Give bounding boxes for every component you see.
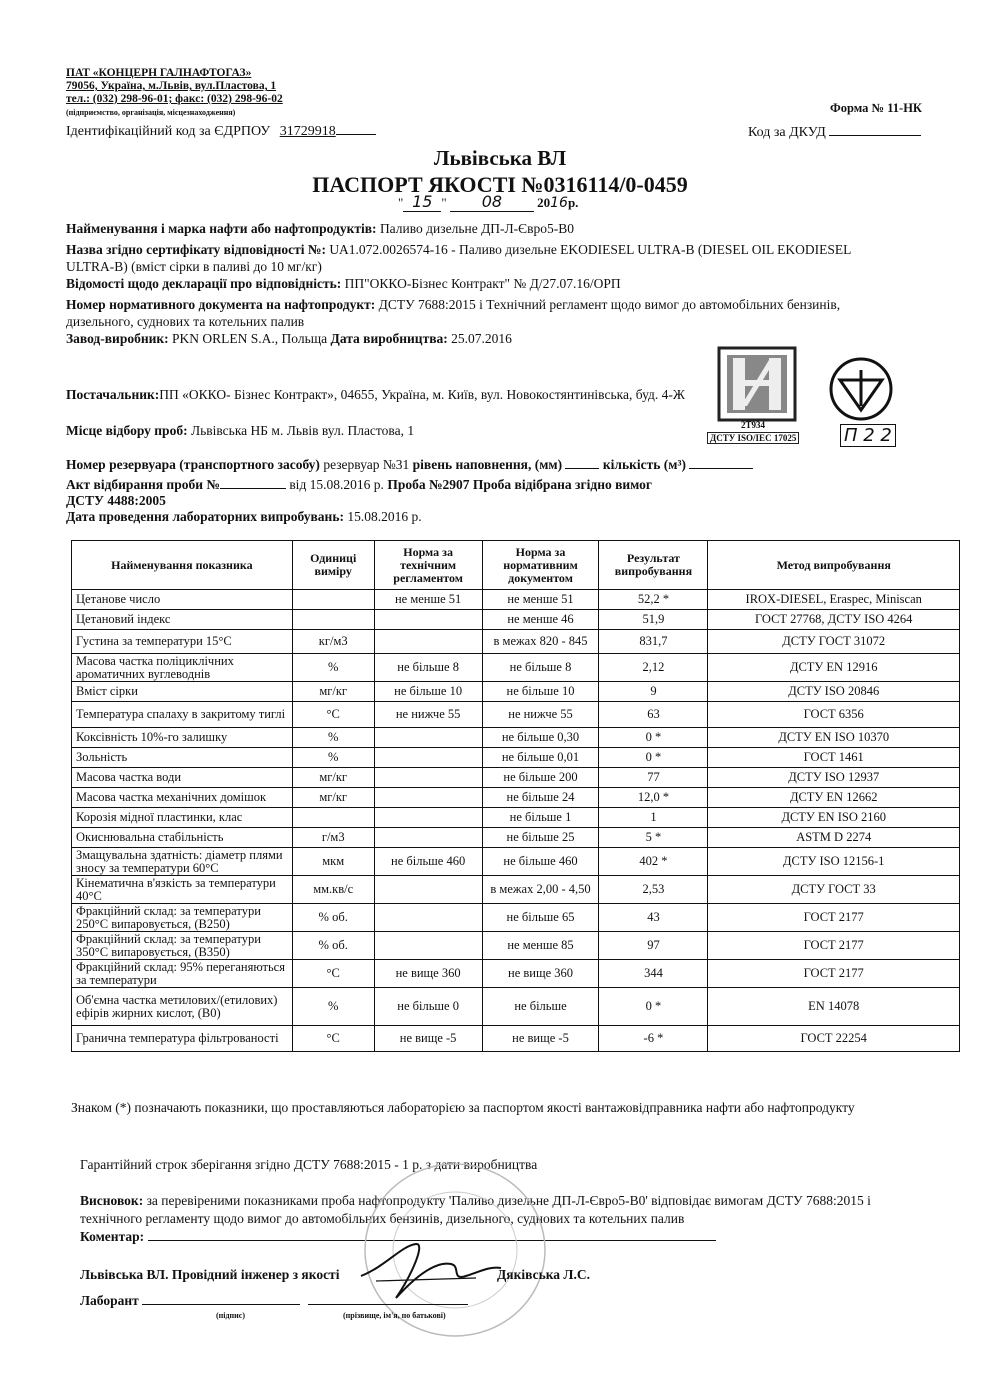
cell-unit: мг/кг xyxy=(292,768,374,788)
cert-value: UA1.072.0026574-16 - Паливо дизельне EKODIESEL ULTRA-B (DIESEL OIL EKODIESEL xyxy=(329,242,852,257)
cell-unit: кг/м3 xyxy=(292,630,374,654)
cert-line-2: ULTRA-B) (вміст сірки в паливі до 10 мг/кг) xyxy=(66,259,322,274)
cell-indicator: Фракційний склад: 95% переганяються за температури xyxy=(72,960,293,988)
tank-line xyxy=(66,456,753,473)
cell-unit: °С xyxy=(292,960,374,988)
sampling-value: Львівська НБ м. Львів вул. Пластова, 1 xyxy=(190,423,415,438)
product-line xyxy=(66,220,574,237)
org-phones: тел.: (032) 298-96-01; факс: (032) 298-96-02 xyxy=(66,93,283,105)
cell-method: ДСТУ ISO 12937 xyxy=(708,768,960,788)
form-number: Форма № 11-НК xyxy=(830,101,922,115)
product-value: Паливо дизельне ДП-Л-Євро5-В0 xyxy=(379,221,574,236)
cell-method: ДСТУ EN ISO 2160 xyxy=(708,808,960,828)
table-row xyxy=(72,682,960,702)
dkud-line xyxy=(748,124,921,141)
header-result: Результат випробування xyxy=(599,541,708,590)
supplier-label: Постачальник: xyxy=(66,387,160,402)
plant-line xyxy=(66,330,512,347)
cell-indicator: Вміст сірки xyxy=(72,682,293,702)
cell-norm-document: не вище -5 xyxy=(482,1026,599,1052)
cell-indicator: Фракційний склад: за температури 250°С випаровується, (В250) xyxy=(72,904,293,932)
cell-norm-document: не менше 51 xyxy=(482,590,599,610)
table-row xyxy=(72,748,960,768)
table-row xyxy=(72,590,960,610)
cell-unit: мм.кв/с xyxy=(292,876,374,904)
cell-indicator: Фракційний склад: за температури 350°С випаровується, (В350) xyxy=(72,932,293,960)
cell-method: ГОСТ 27768, ДСТУ ISO 4264 xyxy=(708,610,960,630)
cell-result: 2,53 xyxy=(599,876,708,904)
table-row xyxy=(72,768,960,788)
conclusion-line-2: технічного регламенту щодо вимог до автомобільних бензинів, дизельного, суднових та котельних палив xyxy=(80,1211,685,1226)
cell-norm-document: не більше 0,30 xyxy=(482,728,599,748)
cell-indicator: Зольність xyxy=(72,748,293,768)
sample-standard: ДСТУ 4488:2005 xyxy=(66,493,166,508)
conclusion-label: Висновок: xyxy=(80,1193,144,1208)
product-label: Найменування і марка нафти або нафтопродуктів: xyxy=(66,221,377,236)
table-row xyxy=(72,630,960,654)
conformity-mark-text: П 2 2 xyxy=(840,424,896,447)
cell-result: 5 * xyxy=(599,828,708,848)
passport-date: " 15 " 08 2016р. xyxy=(398,192,579,211)
cell-norm-regulation xyxy=(374,728,482,748)
comment-label: Коментар: xyxy=(80,1229,145,1244)
cell-norm-document: в межах 820 - 845 xyxy=(482,630,599,654)
cert-line xyxy=(66,241,851,258)
cell-method: ДСТУ EN ISO 10370 xyxy=(708,728,960,748)
engineer-name: Дяківська Л.С. xyxy=(497,1267,590,1282)
cert-label: Назва згідно сертифікату відповідності №: xyxy=(66,242,326,257)
cell-result: 344 xyxy=(599,960,708,988)
cell-result: 0 * xyxy=(599,748,708,768)
cell-method: ГОСТ 1461 xyxy=(708,748,960,768)
laborant-label: Лаборант xyxy=(80,1293,139,1308)
cell-method: ГОСТ 6356 xyxy=(708,702,960,728)
normdoc-line xyxy=(66,296,840,313)
cell-norm-document: в межах 2,00 - 4,50 xyxy=(482,876,599,904)
table-row xyxy=(72,808,960,828)
date-month: 08 xyxy=(450,192,534,212)
quantity-label: кількість (м³) xyxy=(602,457,686,472)
cell-indicator: Температура спалаху в закритому тиглі xyxy=(72,702,293,728)
table-row xyxy=(72,960,960,988)
cell-indicator: Корозія мідної пластинки, клас xyxy=(72,808,293,828)
sample-taken: Проба відібрана згідно вимог xyxy=(472,477,653,492)
cell-norm-document: не менше 46 xyxy=(482,610,599,630)
declaration-line xyxy=(66,275,621,292)
cell-unit: г/м3 xyxy=(292,828,374,848)
cell-method: ДСТУ EN 12916 xyxy=(708,654,960,682)
table-row xyxy=(72,1026,960,1052)
cell-norm-regulation: не більше 0 xyxy=(374,988,482,1026)
laborant-line xyxy=(80,1292,468,1309)
accreditation-stamp xyxy=(705,346,809,446)
table-row xyxy=(72,702,960,728)
cell-method: ДСТУ ГОСТ 33 xyxy=(708,876,960,904)
cell-norm-document: не більше 25 xyxy=(482,828,599,848)
table-row xyxy=(72,848,960,876)
cell-norm-document: не більше 24 xyxy=(482,788,599,808)
cell-unit xyxy=(292,590,374,610)
cell-result: 77 xyxy=(599,768,708,788)
cell-unit: мг/кг xyxy=(292,788,374,808)
cell-unit: % xyxy=(292,988,374,1026)
cell-norm-document: не більше 460 xyxy=(482,848,599,876)
cell-result: 97 xyxy=(599,932,708,960)
cell-norm-regulation xyxy=(374,904,482,932)
cell-indicator: Кінематична в'язкість за температури 40°С xyxy=(72,876,293,904)
table-row xyxy=(72,876,960,904)
plant-label: Завод-виробник: xyxy=(66,331,169,346)
cell-result: 51,9 xyxy=(599,610,708,630)
cell-indicator: Масова частка води xyxy=(72,768,293,788)
act-label: Акт відбирання проби № xyxy=(66,477,220,492)
cell-method: IROX-DIESEL, Eraspec, Miniscan xyxy=(708,590,960,610)
cell-method: ASTM D 2274 xyxy=(708,828,960,848)
stamp-std: ДСТУ ISO/IEC 17025 xyxy=(707,432,799,444)
table-row xyxy=(72,904,960,932)
cell-method: ДСТУ ISO 12156-1 xyxy=(708,848,960,876)
cell-method: ГОСТ 2177 xyxy=(708,932,960,960)
table-row xyxy=(72,988,960,1026)
cell-unit: % xyxy=(292,728,374,748)
table-row xyxy=(72,828,960,848)
supplier-line xyxy=(66,386,685,403)
edrpou-value: 31729918 xyxy=(279,124,336,139)
cell-unit: % об. xyxy=(292,932,374,960)
proddate-value: 25.07.2016 xyxy=(451,331,512,346)
cell-norm-document: не більше 200 xyxy=(482,768,599,788)
cell-unit: °С xyxy=(292,1026,374,1052)
tank-value: резервуар №31 xyxy=(323,457,410,472)
cell-result: 0 * xyxy=(599,988,708,1026)
cell-method: ГОСТ 2177 xyxy=(708,960,960,988)
passport-title: ПАСПОРТ ЯКОСТІ №0316114/0-0459 xyxy=(312,172,688,197)
normdoc-line-2: дизельного, суднових та котельних палив xyxy=(66,314,305,329)
cell-result: 12,0 * xyxy=(599,788,708,808)
cell-indicator: Змащувальна здатність: діаметр плями зносу за температури 60°С xyxy=(72,848,293,876)
table-row xyxy=(72,654,960,682)
accreditation-logo-icon xyxy=(705,346,809,446)
test-date-line xyxy=(66,508,422,525)
conclusion-value: за перевіреними показниками проба нафтопродукту 'Паливо дизельне ДП-Л-Євро5-В0' відповідає вимогам ДСТУ 7688:2015 і xyxy=(146,1193,871,1208)
cell-method: ДСТУ ГОСТ 31072 xyxy=(708,630,960,654)
cell-norm-regulation xyxy=(374,610,482,630)
cell-norm-document: не більше 10 xyxy=(482,682,599,702)
cell-norm-document: не більше 0,01 xyxy=(482,748,599,768)
cell-norm-regulation: не більше 460 xyxy=(374,848,482,876)
table-body xyxy=(72,590,960,1052)
cell-norm-regulation xyxy=(374,932,482,960)
cell-indicator: Гранична температура фільтрованості xyxy=(72,1026,293,1052)
sampling-label: Місце відбору проб: xyxy=(66,423,188,438)
proddate-label: Дата виробництва: xyxy=(330,331,448,346)
cell-unit xyxy=(292,610,374,630)
org-address: 79056, Україна, м.Львів, вул.Пластова, 1 xyxy=(66,80,277,92)
declaration-label: Відомості щодо декларації про відповідність: xyxy=(66,276,342,291)
cell-result: 43 xyxy=(599,904,708,932)
test-date-value: 15.08.2016 р. xyxy=(347,509,422,524)
cell-norm-document: не більше 1 xyxy=(482,808,599,828)
cell-norm-document: не більше xyxy=(482,988,599,1026)
supplier-value: ПП «ОККО- Бізнес Контракт», 04655, Україна, м. Київ, вул. Новокостянтинівська, буд. 4-Ж xyxy=(159,387,685,402)
cell-indicator: Окиснювальна стабільність xyxy=(72,828,293,848)
cell-method: ДСТУ ISO 20846 xyxy=(708,682,960,702)
cell-method: ДСТУ EN 12662 xyxy=(708,788,960,808)
cell-result: 52,2 * xyxy=(599,590,708,610)
cell-norm-regulation xyxy=(374,630,482,654)
org-note: (підприємство, організація, місцезнаходження) xyxy=(66,108,236,117)
edrpou-label: Ідентифікаційний код за ЄДРПОУ xyxy=(66,124,271,139)
cell-result: 9 xyxy=(599,682,708,702)
date-day: 15 xyxy=(403,192,441,212)
header-norm-document: Норма за нормативним документом xyxy=(482,541,599,590)
sampling-line xyxy=(66,422,414,439)
cell-method: EN 14078 xyxy=(708,988,960,1026)
cell-norm-document: не вище 360 xyxy=(482,960,599,988)
cell-norm-document: не більше 8 xyxy=(482,654,599,682)
cell-result: 63 xyxy=(599,702,708,728)
cell-indicator: Цетановий індекс xyxy=(72,610,293,630)
cell-norm-regulation xyxy=(374,748,482,768)
cell-unit: °С xyxy=(292,702,374,728)
dkud-label: Код за ДКУД xyxy=(748,125,826,140)
cell-norm-regulation xyxy=(374,788,482,808)
cell-method: ГОСТ 2177 xyxy=(708,904,960,932)
table-header-row xyxy=(72,541,960,590)
level-label: рівень наповнення, (мм) xyxy=(412,457,563,472)
cell-indicator: Об'ємна частка метилових/(етилових) ефірів жирних кислот, (В0) xyxy=(72,988,293,1026)
cell-norm-regulation xyxy=(374,876,482,904)
cell-result: 831,7 xyxy=(599,630,708,654)
header-method: Метод випробування xyxy=(708,541,960,590)
org-name: ПАТ «КОНЦЕРН ГАЛНАФТОГАЗ» xyxy=(66,67,252,79)
header-indicator: Найменування показника xyxy=(72,541,293,590)
lab-title: Львівська ВЛ xyxy=(433,146,567,170)
cell-norm-regulation: не більше 8 xyxy=(374,654,482,682)
cell-norm-regulation: не вище 360 xyxy=(374,960,482,988)
sign-caption: (підпис) xyxy=(216,1311,245,1320)
conformity-mark-icon xyxy=(828,356,894,422)
warranty-line: Гарантійний строк зберігання згідно ДСТУ 7688:2015 - 1 р. з дати виробництва xyxy=(80,1157,538,1172)
cell-norm-regulation: не вище -5 xyxy=(374,1026,482,1052)
cell-unit: % xyxy=(292,748,374,768)
cell-unit: мкм xyxy=(292,848,374,876)
engineer-label: Львівська ВЛ. Провідний інженер з якості xyxy=(80,1267,340,1282)
normdoc-label: Номер нормативного документа на нафтопродукт: xyxy=(66,297,376,312)
cell-norm-regulation xyxy=(374,828,482,848)
asterisk-note: Знаком (*) позначають показники, що проставляються лабораторією за паспортом якості вантажовідправника нафти або нафтопродукту xyxy=(71,1100,855,1115)
cell-result: -6 * xyxy=(599,1026,708,1052)
cell-method: ГОСТ 22254 xyxy=(708,1026,960,1052)
cell-norm-regulation: не більше 10 xyxy=(374,682,482,702)
header-norm-regulation: Норма за технічним регламентом xyxy=(374,541,482,590)
cell-result: 2,12 xyxy=(599,654,708,682)
header-unit: Одиниці виміру xyxy=(292,541,374,590)
table-row xyxy=(72,610,960,630)
sample-number: Проба №2907 xyxy=(387,477,470,492)
cell-norm-document: не нижче 55 xyxy=(482,702,599,728)
cell-unit: мг/кг xyxy=(292,682,374,702)
test-date-label: Дата проведення лабораторних випробувань: xyxy=(66,509,344,524)
name-caption: (прізвище, ім'я, по батькові) xyxy=(343,1311,446,1320)
cell-norm-regulation xyxy=(374,768,482,788)
cell-indicator: Цетанове число xyxy=(72,590,293,610)
act-line xyxy=(66,476,652,493)
cell-norm-regulation: не нижче 55 xyxy=(374,702,482,728)
cell-result: 0 * xyxy=(599,728,708,748)
cell-unit xyxy=(292,808,374,828)
plant-value: PKN ORLEN S.A., Польща xyxy=(172,331,328,346)
edrpou-line xyxy=(66,123,376,140)
cell-result: 1 xyxy=(599,808,708,828)
table-row xyxy=(72,728,960,748)
cell-unit: % xyxy=(292,654,374,682)
stamp-code: 2Т934 xyxy=(741,420,766,430)
table-row xyxy=(72,932,960,960)
normdoc-value: ДСТУ 7688:2015 і Технічний регламент щодо вимог до автомобільних бензинів, xyxy=(378,297,841,312)
date-year-prefix: 20 xyxy=(537,195,551,210)
cell-indicator: Масова частка механічних домішок xyxy=(72,788,293,808)
date-end: р. xyxy=(567,195,579,210)
cell-norm-regulation: не менше 51 xyxy=(374,590,482,610)
act-from: від 15.08.2016 р. xyxy=(289,477,384,492)
tank-label: Номер резервуара (транспортного засобу) xyxy=(66,457,320,472)
cell-norm-document: не більше 65 xyxy=(482,904,599,932)
cell-result: 402 * xyxy=(599,848,708,876)
declaration-value: ПП"ОККО-Бізнес Контракт" № Д/27.07.16/ОРП xyxy=(344,276,621,291)
engineer-line xyxy=(80,1266,339,1283)
cell-norm-document: не менше 85 xyxy=(482,932,599,960)
cell-unit: % об. xyxy=(292,904,374,932)
cell-indicator: Масова частка поліциклічних ароматичних вуглеводнів xyxy=(72,654,293,682)
cell-indicator: Густина за температури 15°С xyxy=(72,630,293,654)
quality-table xyxy=(71,540,960,1052)
cell-indicator: Коксівність 10%-го залишку xyxy=(72,728,293,748)
table-row xyxy=(72,788,960,808)
date-year-suffix: 16 xyxy=(550,195,568,211)
cell-norm-regulation xyxy=(374,808,482,828)
organization-block xyxy=(66,67,283,119)
